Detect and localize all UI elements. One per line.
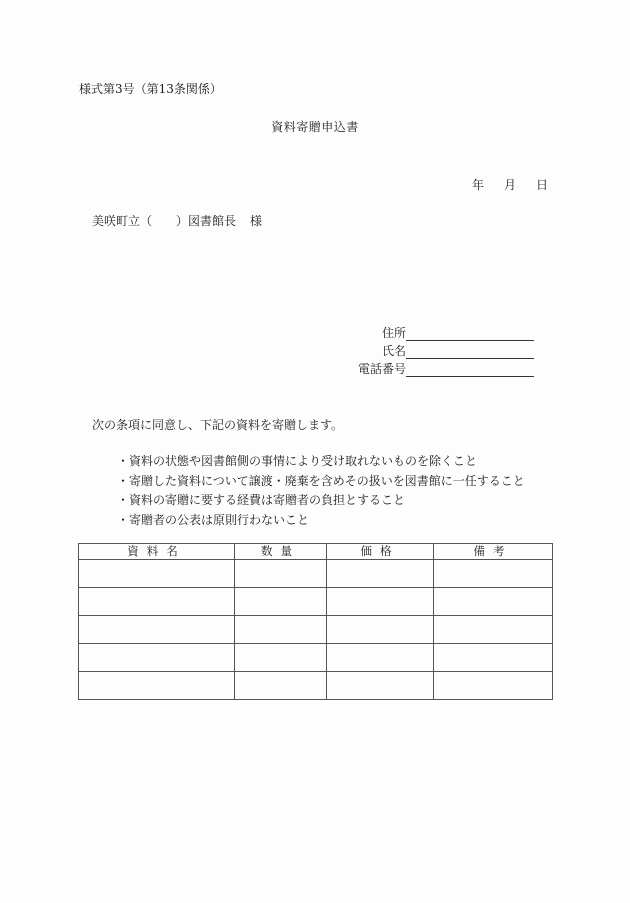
material-name-cell[interactable] — [79, 644, 235, 672]
remarks-cell[interactable] — [434, 644, 553, 672]
library-name-field[interactable] — [152, 212, 176, 229]
name-field[interactable] — [406, 345, 534, 359]
material-name-cell[interactable] — [79, 560, 235, 588]
phone-label: 電話番号 — [357, 362, 406, 376]
price-cell[interactable] — [327, 560, 434, 588]
remarks-cell[interactable] — [434, 588, 553, 616]
header-price: 価格 — [327, 544, 434, 560]
donation-items-table — [78, 543, 553, 700]
table-row — [79, 616, 553, 644]
address-label: 住所 — [381, 326, 406, 340]
header-material-name: 資料名 — [79, 544, 235, 560]
material-name-cell[interactable] — [79, 672, 235, 700]
condition-item: ・ 寄贈者の公表は原則行わないこと — [117, 511, 525, 531]
day-label: 日 — [536, 178, 549, 192]
price-cell[interactable] — [327, 672, 434, 700]
remarks-cell[interactable] — [434, 560, 553, 588]
quantity-cell[interactable] — [235, 616, 327, 644]
quantity-cell[interactable] — [235, 588, 327, 616]
header-quantity: 数量 — [235, 544, 327, 560]
address-field[interactable] — [406, 327, 534, 341]
table-header-row — [79, 544, 553, 560]
addressee-prefix: 美咲町立（ — [92, 214, 153, 228]
date-year-field[interactable] — [452, 176, 472, 193]
spacer — [236, 212, 250, 229]
intro-text: 次の条項に同意し、下記の資料を寄贈します。 — [92, 418, 344, 432]
table-row — [79, 644, 553, 672]
year-label: 年 — [472, 178, 485, 192]
document-title: 資料寄贈申込書 — [271, 120, 359, 134]
addressee-honorific: 様 — [250, 214, 263, 228]
addressee — [92, 212, 262, 229]
date-day-field[interactable] — [516, 176, 536, 193]
table-row — [79, 560, 553, 588]
name-row — [340, 341, 540, 359]
address-row — [340, 323, 540, 341]
material-name-cell[interactable] — [79, 588, 235, 616]
quantity-cell[interactable] — [235, 672, 327, 700]
condition-item: ・ 寄贈した資料について譲渡・廃棄を含めその扱いを図書館に一任すること — [117, 472, 525, 492]
condition-item: ・ 資料の状態や図書館側の事情により受け取れないものを除くこと — [117, 452, 525, 472]
price-cell[interactable] — [327, 644, 434, 672]
phone-row — [340, 359, 540, 377]
date-line — [452, 176, 548, 193]
date-month-field[interactable] — [484, 176, 504, 193]
applicant-block — [340, 323, 540, 377]
quantity-cell[interactable] — [235, 560, 327, 588]
header-remarks: 備考 — [434, 544, 553, 560]
name-label: 氏名 — [381, 344, 406, 358]
condition-item: ・ 資料の寄贈に要する経費は寄贈者の負担とすること — [117, 491, 525, 511]
addressee-suffix: ）図書館長 — [176, 214, 237, 228]
material-name-cell[interactable] — [79, 616, 235, 644]
price-cell[interactable] — [327, 588, 434, 616]
form-number: 様式第3号（第13条関係） — [79, 82, 222, 96]
price-cell[interactable] — [327, 616, 434, 644]
table-row — [79, 672, 553, 700]
quantity-cell[interactable] — [235, 644, 327, 672]
table-row — [79, 588, 553, 616]
remarks-cell[interactable] — [434, 672, 553, 700]
phone-field[interactable] — [406, 363, 534, 377]
conditions-list — [117, 452, 525, 530]
remarks-cell[interactable] — [434, 616, 553, 644]
month-label: 月 — [504, 178, 517, 192]
